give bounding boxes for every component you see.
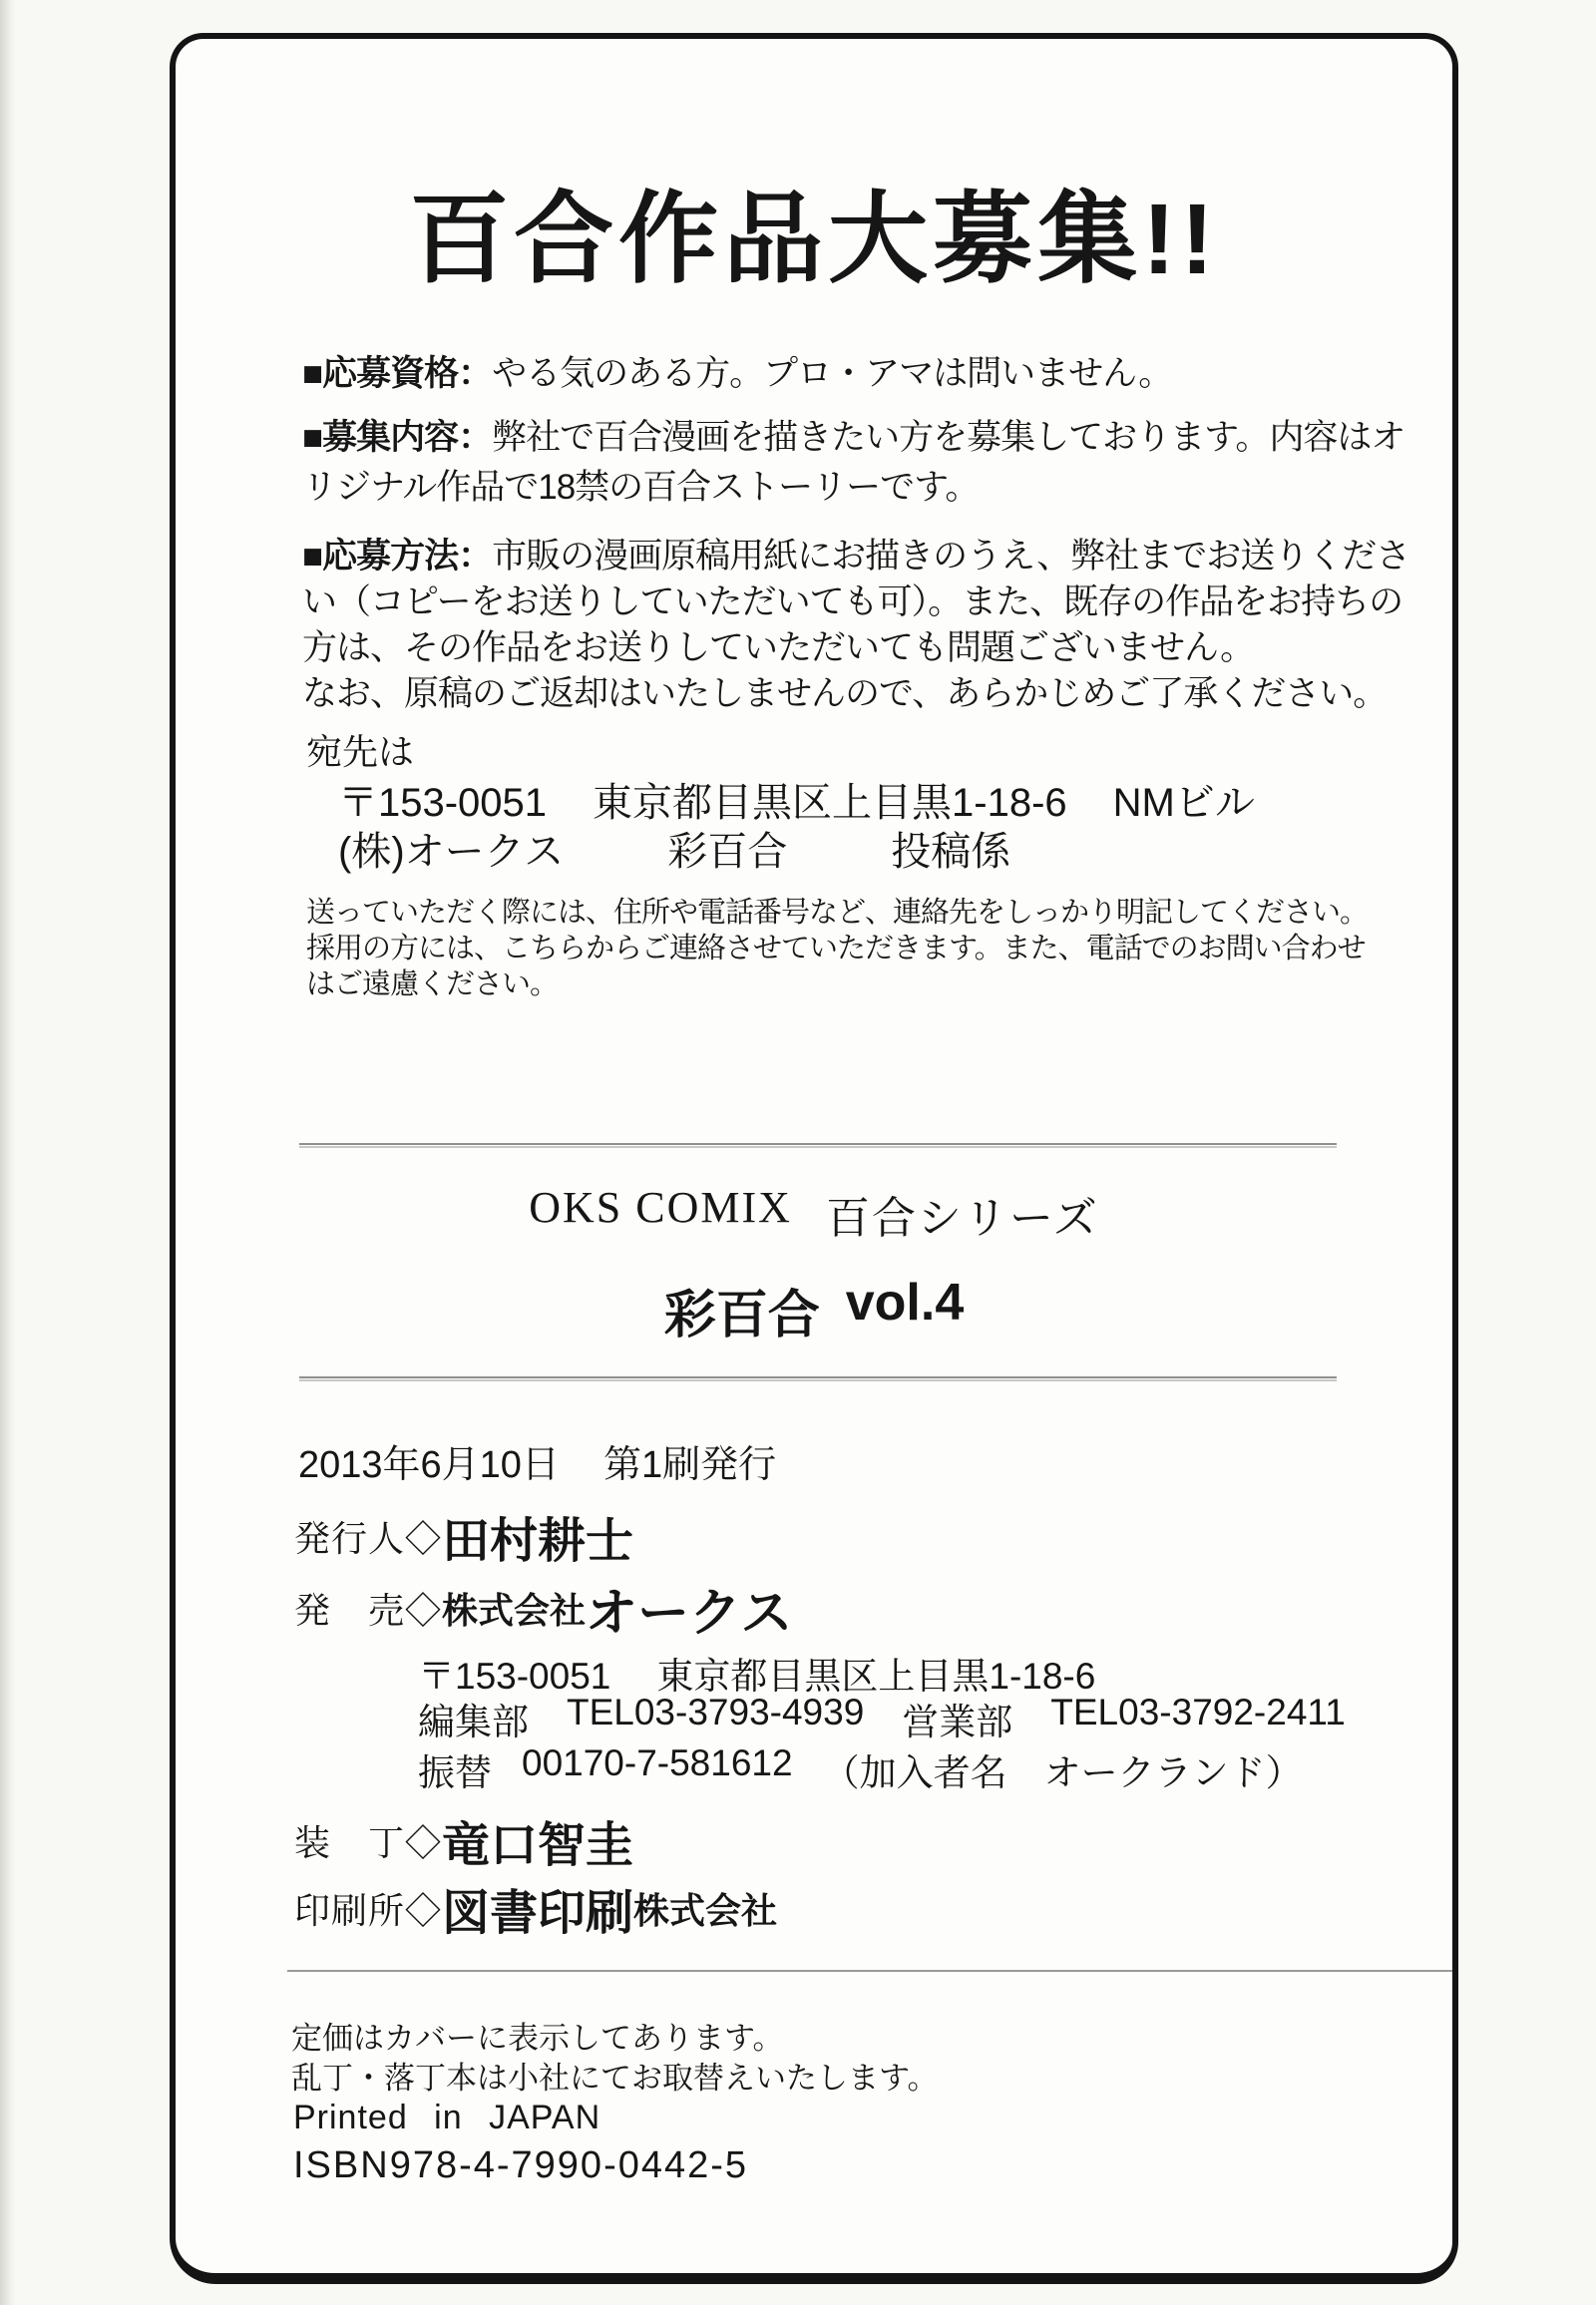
section-method — [302, 534, 1409, 717]
section-line — [302, 534, 1409, 579]
printer-label: 印刷所◇ — [294, 1889, 443, 1931]
destination-recipient: 投稿係 — [891, 830, 1011, 874]
publication-date-line — [298, 1433, 776, 1488]
editorial-dept-label: 編集部 — [418, 1702, 529, 1742]
divider-rule-bottom — [299, 1376, 1337, 1381]
section-line — [302, 413, 1404, 463]
publication-date: 2013年6月10日 — [298, 1444, 560, 1486]
section-content-text: 弊社で百合漫画を描きたい方を募集しております。内容はオ — [492, 418, 1405, 457]
destination-magazine: 彩百合 — [667, 830, 788, 874]
series-name: 百合シリーズ — [825, 1194, 1099, 1243]
series-line — [170, 1182, 1458, 1246]
section-qualification-text: やる気のある方。プロ・アマは問いません。 — [492, 354, 1173, 393]
seller-company-prefix: 株式会社 — [442, 1590, 587, 1631]
book-design-line — [294, 1812, 634, 1872]
publisher-street-address: 東京都目黒区上目黒1-18-6 — [656, 1656, 1096, 1697]
section-qualification — [302, 351, 1172, 397]
footer-divider-rule — [287, 1970, 1452, 1972]
printed-in-japan: Printed in JAPAN — [293, 2099, 601, 2136]
section-line: 方は、その作品をお送りしていただいても問題ございません。 — [302, 628, 1255, 667]
destination-postal-code: 〒153-0051 — [338, 781, 548, 825]
section-content — [302, 413, 1404, 513]
section-qualification-label: ■応募資格： — [302, 354, 493, 393]
publisher-label: 発行人◇ — [294, 1517, 443, 1559]
book-designer-name: 竜口智圭 — [442, 1818, 634, 1872]
section-line: リジナル作品で18禁の百合ストーリーです。 — [302, 468, 980, 507]
defect-note: 乱丁・落丁本は小社にてお取替えいたします。 — [291, 2061, 939, 2096]
isbn-number: ISBN978-4-7990-0442-5 — [293, 2144, 749, 2186]
printing-edition: 第1刷発行 — [602, 1444, 777, 1486]
postal-transfer-holder: （加入者名 オークランド） — [822, 1752, 1303, 1793]
section-line: なお、原稿のご返却はいたしませんので、あらかじめご了承ください。 — [302, 674, 1388, 713]
publisher-line — [294, 1508, 634, 1568]
seller-company-name: オークス — [586, 1585, 793, 1643]
book-title-line — [170, 1273, 1458, 1347]
postal-transfer-line — [418, 1742, 1303, 1796]
scan-edge-artifact — [0, 0, 16, 2305]
price-note: 定価はカバーに表示してあります。 — [291, 2021, 784, 2056]
printer-company-suffix: 株式会社 — [633, 1890, 778, 1931]
note-line: はご遠慮ください。 — [306, 968, 559, 1000]
sales-dept-tel: TEL03-3792-2411 — [1050, 1692, 1346, 1732]
note-line: 送っていただく際には、住所や電話番号など、連絡先をしっかり明記してください。 — [306, 897, 1369, 929]
sales-dept-label: 営業部 — [902, 1702, 1013, 1742]
destination-building: NMビル — [1112, 781, 1255, 825]
series-imprint: OKS COMIX — [529, 1183, 792, 1232]
destination-company: (株)オークス — [338, 830, 565, 874]
book-design-label: 装 丁◇ — [294, 1821, 443, 1863]
publisher-postal-code: 〒153-0051 — [418, 1656, 611, 1697]
section-content-label: ■募集内容： — [302, 418, 493, 457]
postal-transfer-number: 00170-7-581612 — [522, 1742, 793, 1783]
submission-notes — [306, 895, 1368, 1002]
seller-label: 発 売◇ — [294, 1589, 443, 1631]
publisher-name: 田村耕士 — [442, 1514, 634, 1568]
recruitment-title: 百合作品大募集!! — [409, 184, 1219, 295]
destination-intro: 宛先は — [306, 731, 415, 772]
telephone-line — [418, 1692, 1346, 1745]
section-method-label: ■応募方法： — [302, 537, 493, 576]
postal-transfer-label: 振替 — [418, 1752, 492, 1793]
printer-line — [294, 1880, 778, 1940]
printer-company-name: 図書印刷 — [442, 1886, 634, 1940]
book-title: 彩百合 — [663, 1287, 820, 1345]
footer-notes — [291, 2019, 939, 2099]
divider-rule-top — [299, 1143, 1337, 1148]
destination-street-address: 東京都目黒区上目黒1-18-6 — [593, 781, 1067, 825]
section-line: い（コピーをお送りしていただいても可）。また、既存の作品をお持ちの — [302, 582, 1403, 621]
seller-line — [294, 1578, 793, 1643]
section-line — [302, 351, 1172, 397]
section-method-text: 市販の漫画原稿用紙にお描きのうえ、弊社までお送りくださ — [492, 537, 1410, 576]
book-volume-number: vol.4 — [845, 1274, 965, 1332]
destination-recipient-line — [338, 820, 1010, 877]
note-line: 採用の方には、こちらからご連絡させていただきます。また、電話でのお問い合わせ — [306, 933, 1366, 964]
editorial-dept-tel: TEL03-3793-4939 — [567, 1692, 865, 1732]
